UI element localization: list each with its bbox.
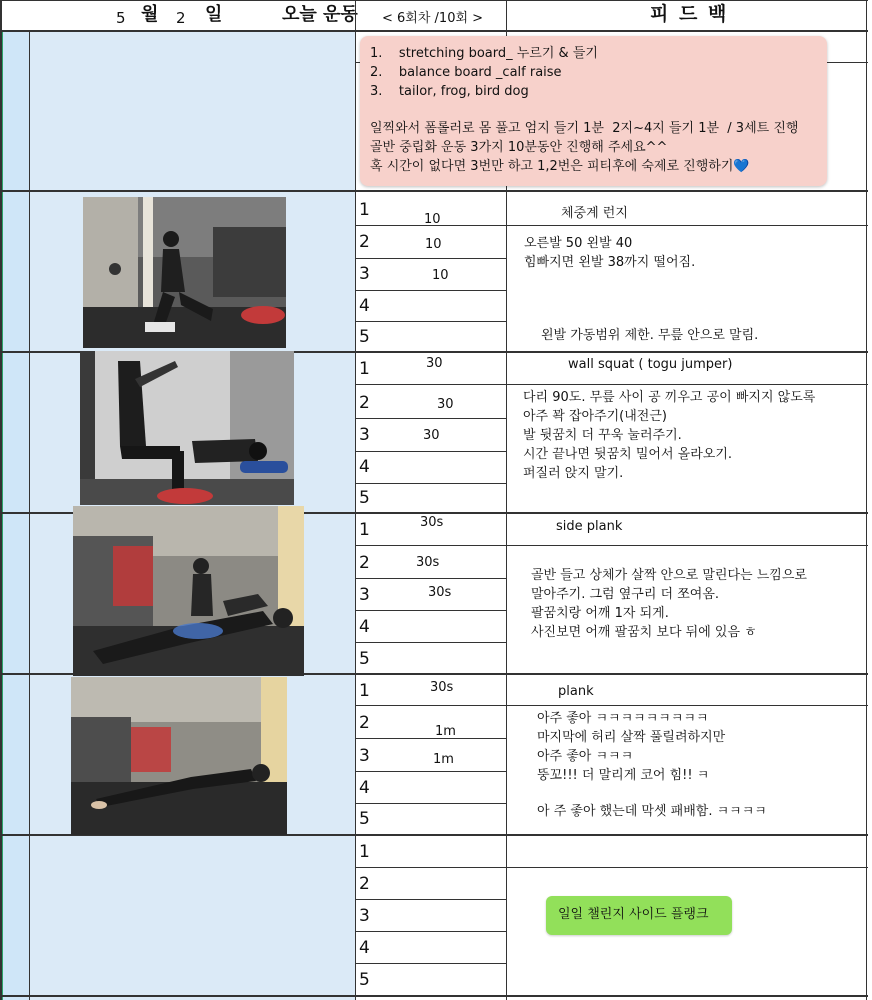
header-day: 2 xyxy=(176,9,186,27)
grid-hline xyxy=(355,899,506,900)
exercise-name: plank xyxy=(558,684,594,699)
feedback-line: 발 뒷꿈치 더 꾸욱 눌러주기. xyxy=(523,428,682,443)
feedback-title: 피 드 백 xyxy=(650,3,729,25)
set-number: 1 xyxy=(359,359,370,379)
workout-note xyxy=(360,36,827,186)
feedback-line: 퍼질러 앉지 말기. xyxy=(523,466,624,481)
grid-hline xyxy=(355,803,506,804)
feedback-line: 왼발 가동범위 제한. 무릎 안으로 말림. xyxy=(541,328,759,343)
note-line: 3. tailor, frog, bird dog xyxy=(370,84,529,99)
rep-value: 30s xyxy=(430,680,454,695)
set-number: 2 xyxy=(359,874,370,894)
feedback-line: 힘빠지면 왼발 38까지 떨어짐. xyxy=(524,255,696,270)
set-number: 1 xyxy=(359,842,370,862)
set-number: 3 xyxy=(359,585,370,605)
rep-value: 1m xyxy=(435,724,456,739)
set-number: 2 xyxy=(359,553,370,573)
feedback-line: 마지막에 허리 살짝 풀릴려하지만 xyxy=(537,730,726,745)
grid-hline xyxy=(0,0,868,1)
set-number: 4 xyxy=(359,778,370,798)
grid-hline xyxy=(0,30,868,32)
grid-hline xyxy=(0,190,868,192)
grid-hline xyxy=(355,867,868,868)
header-month-unit: 월 xyxy=(141,4,159,25)
grid-vline xyxy=(355,0,356,1000)
set-number: 3 xyxy=(359,906,370,926)
feedback-line: 아주 좋아 ㅋㅋㅋ xyxy=(537,749,634,764)
rep-value: 30s xyxy=(420,515,444,530)
exercise-name: 체중계 런지 xyxy=(561,206,628,221)
grid-hline xyxy=(355,578,506,579)
set-number: 1 xyxy=(359,520,370,540)
grid-hline xyxy=(355,771,506,772)
set-number: 5 xyxy=(359,970,370,990)
grid-hline xyxy=(355,451,506,452)
feedback-line: 아 주 좋아 했는데 막셋 패배함. ㅋㅋㅋㅋ xyxy=(537,804,767,819)
grid-vline xyxy=(866,0,867,1000)
feedback-line: 골반 들고 상체가 살짝 안으로 말린다는 느낌으로 xyxy=(531,568,807,583)
side-plank-photo xyxy=(73,506,304,676)
rep-value: 30 xyxy=(437,397,454,412)
grid-hline xyxy=(0,995,868,997)
grid-hline xyxy=(355,963,506,964)
rep-value: 30 xyxy=(423,428,440,443)
grid-hline xyxy=(355,418,506,419)
grid-vline xyxy=(0,0,2,1000)
feedback-line: 오른발 50 왼발 40 xyxy=(524,236,633,251)
grid-hline xyxy=(355,290,506,291)
grid-hline xyxy=(355,738,506,739)
feedback-line: 뚱꼬!!! 더 말리게 코어 힘!! ㅋ xyxy=(537,768,710,783)
note-line: 혹 시간이 없다면 3번만 하고 1,2번은 피티후에 숙제로 진행하기💙 xyxy=(370,159,750,174)
set-number: 2 xyxy=(359,713,370,733)
set-number: 1 xyxy=(359,200,370,220)
set-number: 2 xyxy=(359,232,370,252)
note-line: 1. stretching board_ 누르기 & 들기 xyxy=(370,46,598,61)
note-line: 일찍와서 폼롤러로 몸 풀고 엄지 들기 1분 2지~4지 들기 1분 / 3세트 진행 xyxy=(370,121,799,136)
lunge-on-scale-photo xyxy=(83,197,286,348)
session-count: < 6회차 /10회 > xyxy=(382,11,484,26)
daily-challenge-badge xyxy=(546,896,732,935)
exercise-name: wall squat ( togu jumper) xyxy=(568,357,733,372)
set-number: 2 xyxy=(359,393,370,413)
feedback-line: 아주 좋아 ㅋㅋㅋㅋㅋㅋㅋㅋㅋ xyxy=(537,711,709,726)
rep-value: 30 xyxy=(426,356,443,371)
set-number: 3 xyxy=(359,746,370,766)
set-number: 5 xyxy=(359,649,370,669)
set-number: 3 xyxy=(359,264,370,284)
grid-vline xyxy=(29,31,30,1000)
set-number: 4 xyxy=(359,296,370,316)
set-number: 5 xyxy=(359,327,370,347)
plank-photo xyxy=(71,677,287,835)
set-number: 1 xyxy=(359,681,370,701)
set-number: 5 xyxy=(359,488,370,508)
set-number: 4 xyxy=(359,617,370,637)
grid-hline xyxy=(355,642,506,643)
grid-hline xyxy=(355,610,506,611)
grid-hline xyxy=(355,483,506,484)
feedback-line: 사진보면 어깨 팔꿈치 보다 뒤에 있음 ㅎ xyxy=(531,625,757,640)
header-month: 5 xyxy=(116,9,126,27)
note-line: 골반 중립화 운동 3가지 10분동안 진행해 주세요^^ xyxy=(370,140,668,155)
wall-squat-photo xyxy=(80,351,294,505)
page-title: 오늘 운동 xyxy=(282,4,358,25)
set-number: 4 xyxy=(359,457,370,477)
rep-value: 30s xyxy=(416,555,440,570)
grid-hline xyxy=(355,931,506,932)
exercise-name: side plank xyxy=(556,519,623,534)
daily-challenge-label: 일일 챌린지 사이드 플랭크 xyxy=(558,907,709,922)
grid-hline xyxy=(355,321,506,322)
grid-hline xyxy=(355,258,506,259)
rep-value: 10 xyxy=(432,268,449,283)
grid-hline xyxy=(355,384,868,385)
index-column xyxy=(3,31,29,1000)
grid-hline xyxy=(355,705,868,706)
feedback-line: 시간 끝나면 뒷꿈치 밀어서 올라오기. xyxy=(523,447,733,462)
rep-value: 1m xyxy=(433,752,454,767)
feedback-line: 말아주기. 그럼 옆구리 더 쪼여옴. xyxy=(531,587,720,602)
grid-hline xyxy=(355,545,868,546)
rep-value: 10 xyxy=(424,212,441,227)
set-number: 5 xyxy=(359,809,370,829)
rep-value: 30s xyxy=(428,585,452,600)
feedback-line: 아주 꽉 잡아주기(내전근) xyxy=(523,409,667,424)
set-number: 3 xyxy=(359,425,370,445)
header-day-unit: 일 xyxy=(205,4,223,25)
rep-value: 10 xyxy=(425,237,442,252)
note-line: 2. balance board _calf raise xyxy=(370,65,562,80)
feedback-line: 다리 90도. 무릎 사이 공 끼우고 공이 빠지지 않도록 xyxy=(523,390,816,405)
set-number: 4 xyxy=(359,938,370,958)
feedback-line: 팔꿈치랑 어깨 1자 되게. xyxy=(531,606,669,621)
